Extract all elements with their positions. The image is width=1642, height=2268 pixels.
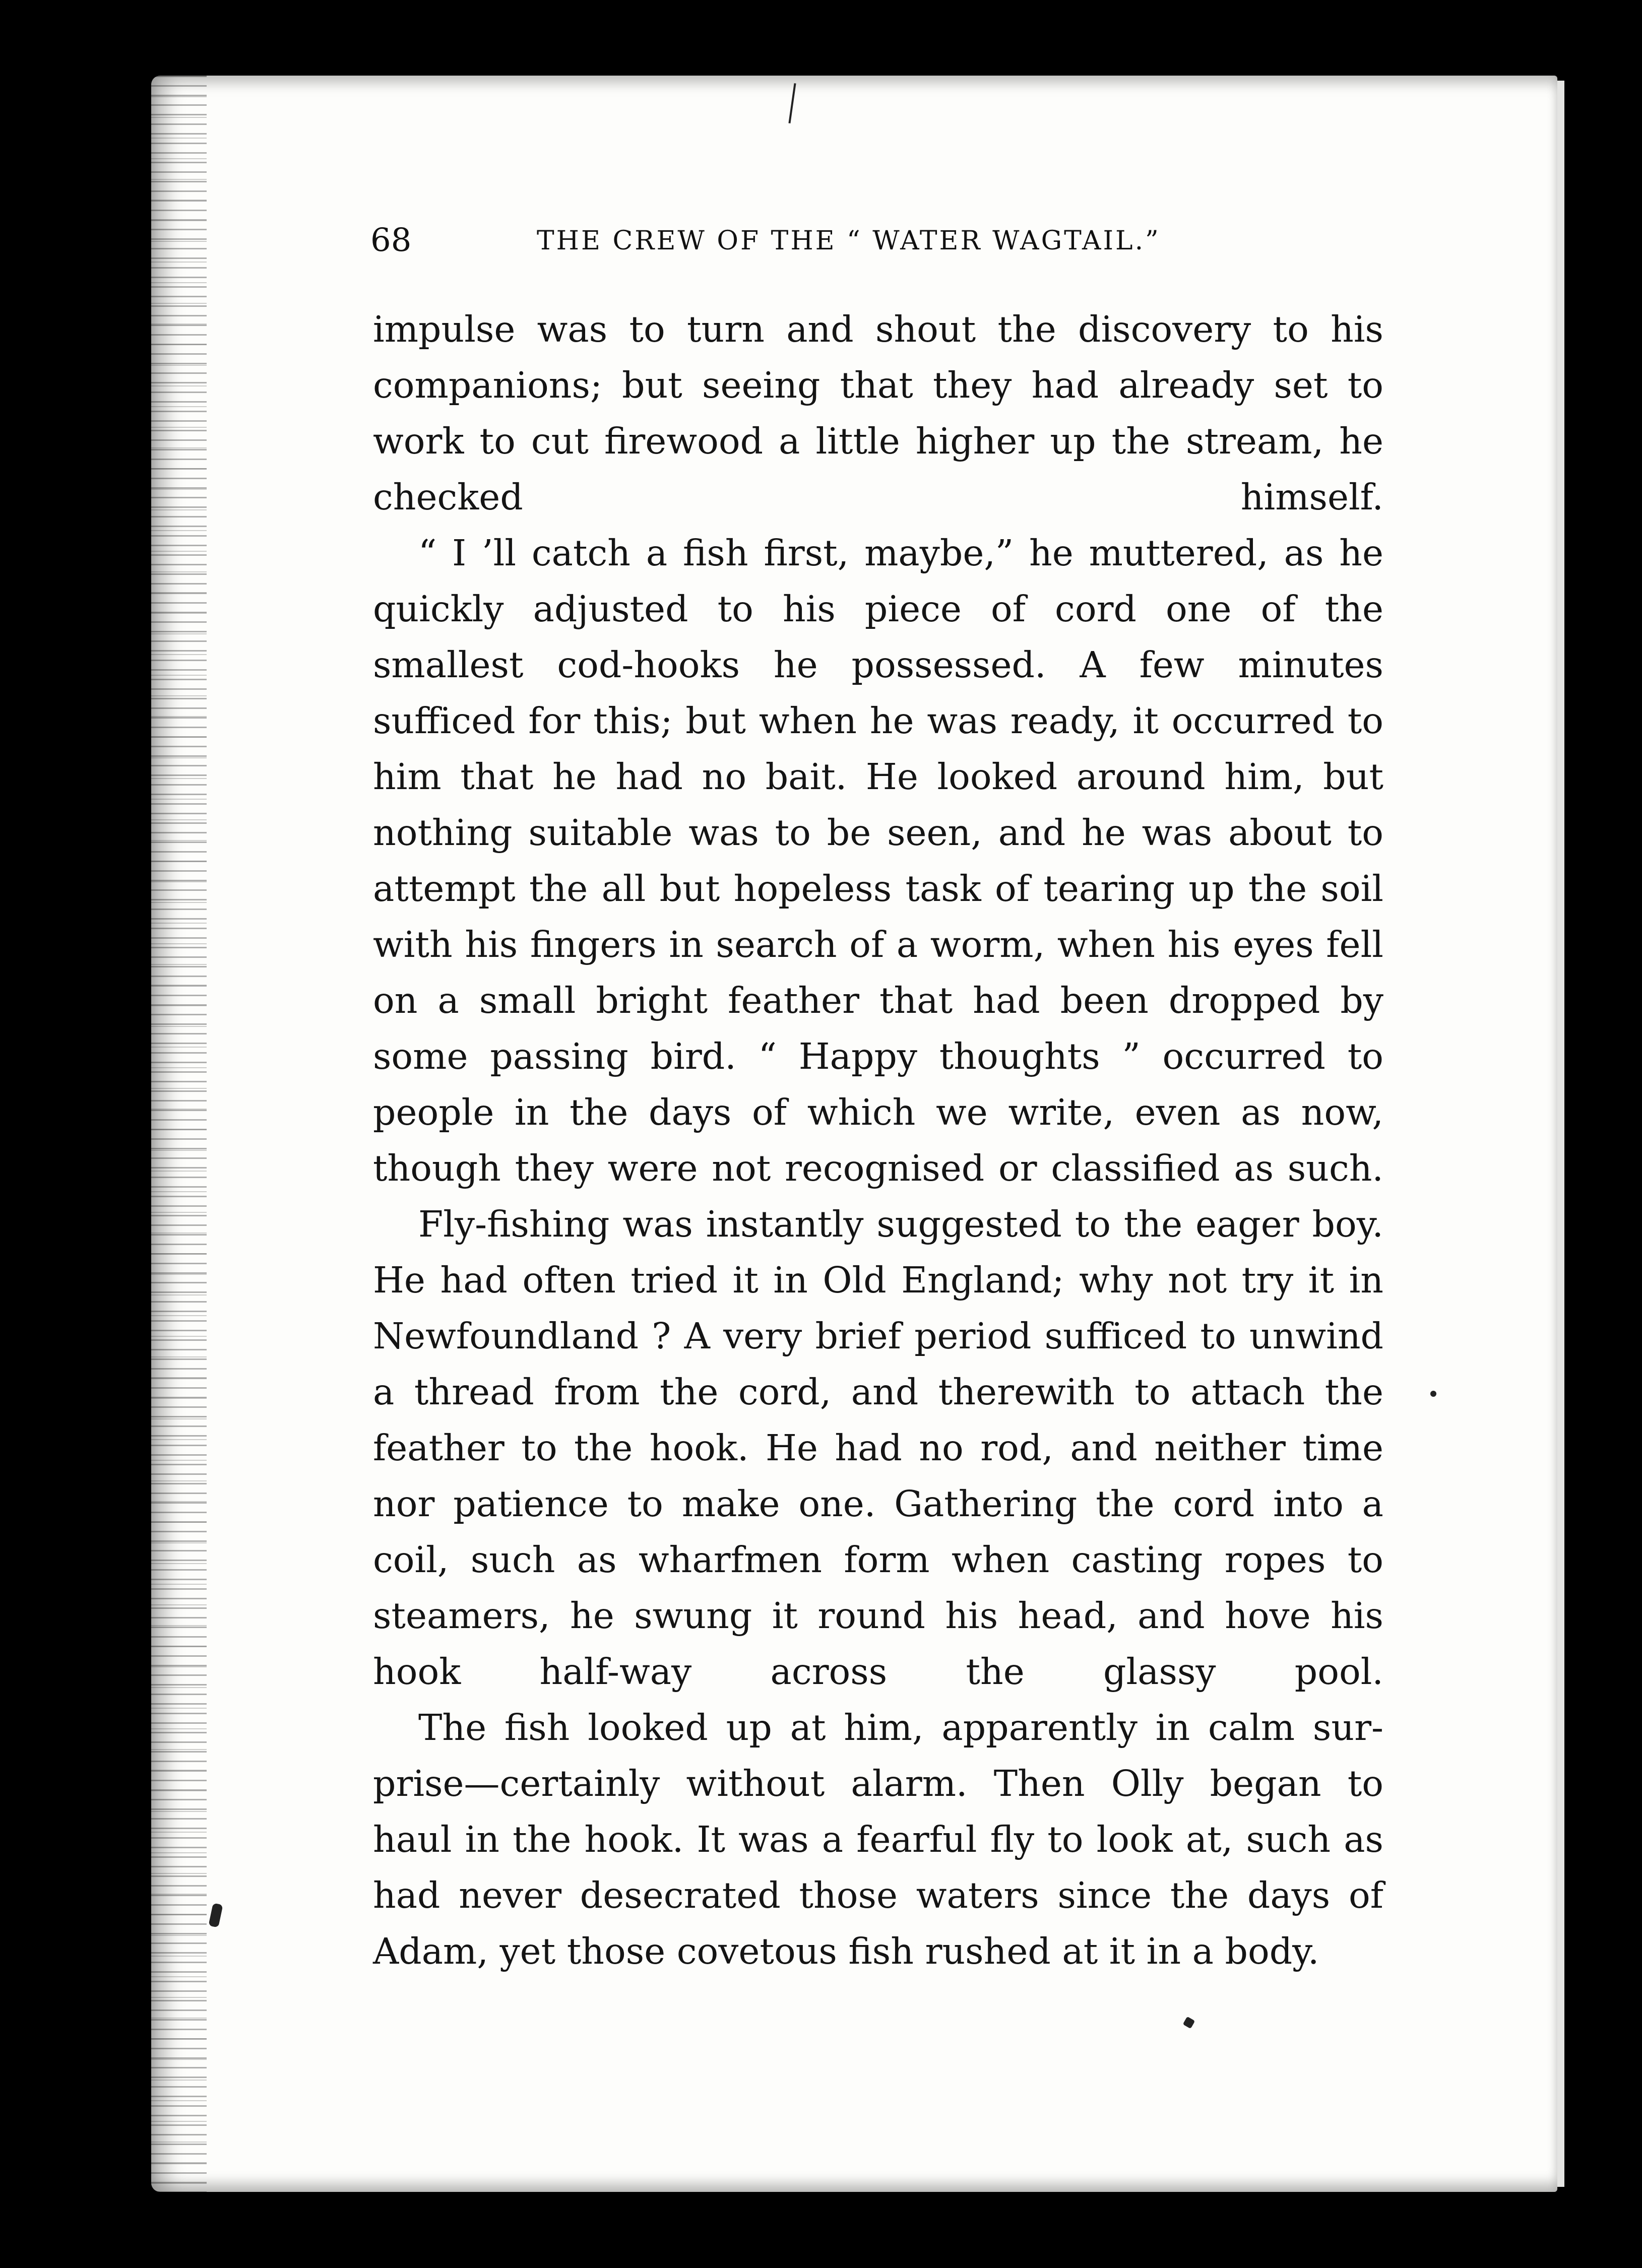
next-page-edge bbox=[1557, 81, 1564, 2187]
paragraph-continued: impulse was to turn and shout the discovery to his companions; but seeing that they had already set to work to cut firewood a little higher up the stream, he checked himself. bbox=[373, 308, 1383, 518]
scan-speck bbox=[1430, 1391, 1436, 1397]
page-binding-edge bbox=[151, 76, 207, 2192]
paragraph: Fly-fishing was instantly suggested to the eager boy. He had often tried it in Old England; why not try it in Newfoundland ? A very brief period sufficed to unwind a thread from the cord, and therewith to attach the feather to the hook. He had no rod, and neither time nor patience to make one. Gathering the cord into a coil, such as wharfmen form when casting ropes to steamers, he swung it round his head, and hove his hook half-way across the glassy pool. bbox=[373, 1203, 1383, 1693]
paragraph: The fish looked up at him, apparently in calm sur- prise—certainly without alarm. Then Olly began to haul in the hook. It was a fearful fly to look at, such as had never desecrated those waters since the days of Adam, yet those covetous fish rushed at it in a body. bbox=[373, 1707, 1383, 1972]
page-number: 68 bbox=[370, 222, 412, 259]
running-head-title: THE CREW OF THE “ WATER WAGTAIL.” bbox=[537, 226, 1161, 256]
body-text bbox=[373, 301, 1383, 1979]
paragraph: “ I ’ll catch a fish first, maybe,” he muttered, as he quickly adjusted to his piece of cord one of the smallest cod-hooks he possessed. A few minutes sufficed for this; but when he was ready, it occurred to him that he had no bait. He looked around him, but nothing suitable was to be seen, and he was about to attempt the all but hopeless task of tearing up the soil with his fingers in search of a worm, when his eyes fell on a small bright feather that had been dropped by some passing bird. “ Happy thoughts ” occurred to people in the days of which we write, even as now, though they were not recognised or classified as such. bbox=[373, 532, 1383, 1189]
running-head bbox=[370, 218, 1227, 263]
